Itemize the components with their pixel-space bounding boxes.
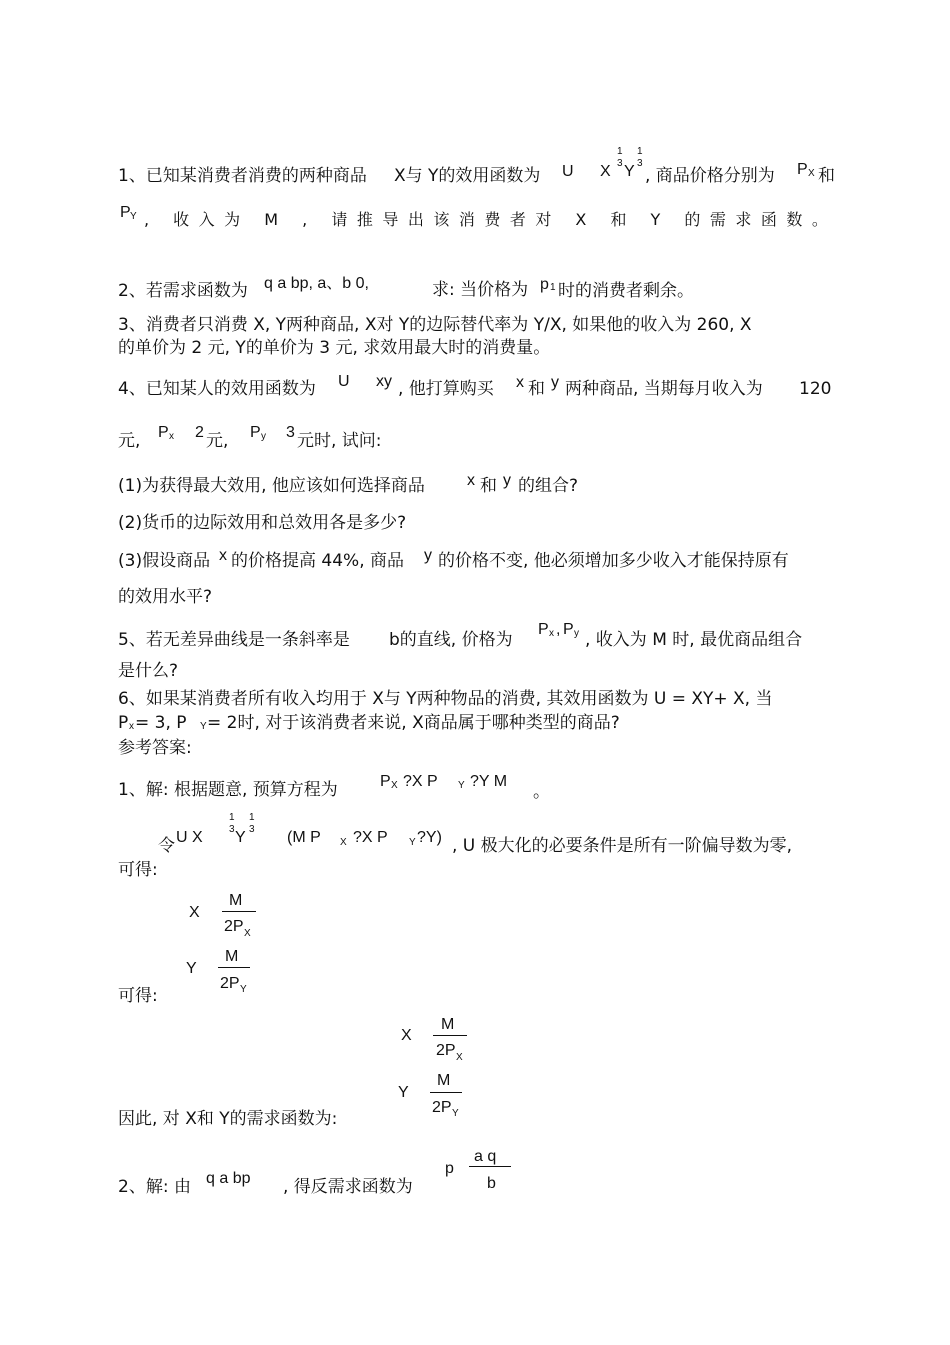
a1-f2-sub: Y xyxy=(240,984,247,995)
q1-py-sub: Y xyxy=(130,211,137,222)
q6-sub2: Y xyxy=(200,721,207,732)
a1-lexp1n: 1 xyxy=(229,812,235,823)
q3-line2: 的单价为 2 元, Y的单价为 3 元, 求效用最大时的消费量。 xyxy=(118,338,551,358)
q1-y: Y xyxy=(624,163,635,180)
a1-ling: 令 xyxy=(158,836,175,856)
q1-text: 1、已知某消费者消费的两种商品 xyxy=(118,166,367,186)
a1-lagr4: ?Y) xyxy=(417,829,442,846)
q5-py-sub: y xyxy=(574,628,579,639)
a2-formula: q a bp xyxy=(206,1170,251,1187)
answer-title: 参考答案: xyxy=(118,738,192,758)
q2-text-d: 时的消费者剩余。 xyxy=(558,281,694,301)
q1-exp-den2: 3 xyxy=(637,158,643,169)
q5-line2: 是什么? xyxy=(118,661,179,681)
a1-f4-num: M xyxy=(437,1072,451,1089)
q4-income: 120 xyxy=(799,379,832,399)
a1-text: 1、解: 根据题意, 预算方程为 xyxy=(118,780,338,800)
q6-eq2: = 2时, 对于该消费者来说, X商品属于哪种类型的商品? xyxy=(207,713,620,733)
q1-px-sub: X xyxy=(808,168,815,179)
q5-text: 5、若无差异曲线是一条斜率是 xyxy=(118,630,350,650)
q4-text-c: 两种商品, 当期每月收入为 xyxy=(565,379,763,399)
q6-p: P xyxy=(118,713,129,733)
q1-x: X xyxy=(600,163,611,180)
a1-f3-num: M xyxy=(441,1016,455,1033)
q1-and: 和 xyxy=(818,166,835,186)
a1-budget-px: X xyxy=(391,780,398,791)
a1-lexp1d: 3 xyxy=(229,824,235,835)
q4-y: y xyxy=(551,374,559,391)
a1-f4-sub: Y xyxy=(452,1108,459,1119)
q4-px-sub: x xyxy=(169,431,174,442)
q5-text-b: b的直线, 价格为 xyxy=(389,630,513,650)
q4-yuan: 元, xyxy=(118,431,141,451)
q3-line1: 3、消费者只消费 X, Y两种商品, X对 Y的边际替代率为 Y/X, 如果他的收入为 260, X xyxy=(118,315,752,335)
q1-py: P xyxy=(120,204,131,221)
q4-s3-x: x xyxy=(219,547,227,564)
a1-kede2: 可得: xyxy=(118,986,158,1006)
a1-f4-y: Y xyxy=(398,1084,409,1101)
a1-f3-sub: X xyxy=(456,1052,463,1063)
q5-comma: , xyxy=(556,621,561,638)
a1-lexp2d: 3 xyxy=(249,824,255,835)
q4-s1-b: 的组合? xyxy=(518,476,579,496)
q4-yuan2: 元, xyxy=(206,431,229,451)
q2-p1-sub: 1 xyxy=(550,282,556,293)
a2-num: a q xyxy=(474,1148,497,1165)
a1-f2-bar xyxy=(218,967,250,968)
a1-cond: , U 极大化的必要条件是所有一阶偏导数为零, xyxy=(452,836,793,856)
q6-line1: 6、如果某消费者所有收入均用于 X与 Y两种物品的消费, 其效用函数为 U = XY+ X, 当 xyxy=(118,689,773,709)
a1-lagr3: ?X P xyxy=(353,829,388,846)
q1-u: U xyxy=(562,163,574,180)
q4-px: P xyxy=(158,424,169,441)
q2-text-c: 求: 当价格为 xyxy=(432,280,529,300)
a1-f3-x: X xyxy=(401,1027,412,1044)
a1-therefore: 因此, 对 X和 Y的需求函数为: xyxy=(118,1109,338,1129)
q4-s3-c: 的价格不变, 他必须增加多少收入才能保持原有 xyxy=(438,551,789,571)
q4-s1-y: y xyxy=(503,472,511,489)
a2-p: p xyxy=(445,1160,454,1177)
q4-s3-d: 的效用水平? xyxy=(118,587,213,607)
q2-formula: q a bp, a、b 0, xyxy=(264,275,369,292)
a1-lagr: U X xyxy=(176,829,203,846)
q4-x: x xyxy=(516,374,524,391)
q4-s1-and: 和 xyxy=(480,476,497,496)
q4-s3-y: y xyxy=(424,547,432,564)
q5-px: P xyxy=(538,621,549,638)
q6-sub1: x xyxy=(129,721,134,732)
q4-py: P xyxy=(250,424,261,441)
q2-p1: p xyxy=(540,276,549,293)
a1-f1-sub: X xyxy=(244,928,251,939)
a1-lexp2n: 1 xyxy=(249,812,255,823)
q4-py-sub: y xyxy=(261,431,266,442)
a1-budget-2: ?X P xyxy=(403,773,438,790)
q4-and: 和 xyxy=(528,379,545,399)
a1-f1-den: 2P xyxy=(224,918,244,935)
q4-text: 4、已知某人的效用函数为 xyxy=(118,379,316,399)
a1-f1-bar xyxy=(222,911,256,912)
q1-exp-num: 1 xyxy=(617,146,623,157)
q6-eq1: = 3, P xyxy=(135,713,187,733)
a1-lagr-y: Y xyxy=(235,829,246,846)
a1-budget-3: ?Y M xyxy=(470,773,508,790)
q1-text-b: X与 Y的效用函数为 xyxy=(394,166,541,186)
a2-text: 2、解: 由 xyxy=(118,1177,191,1197)
q4-s3-b: 的价格提高 44%, 商品 xyxy=(231,551,404,571)
a2-text-b: , 得反需求函数为 xyxy=(283,1177,413,1197)
a1-lagr2: (M P xyxy=(287,829,321,846)
a1-budget-py: Y xyxy=(458,780,465,791)
a1-f2-den: 2P xyxy=(220,975,240,992)
a1-f3-bar xyxy=(433,1035,467,1036)
a2-bar xyxy=(469,1166,511,1167)
a1-f2-num: M xyxy=(225,948,239,965)
a1-budget-p: P xyxy=(380,773,391,790)
a1-f2-y: Y xyxy=(186,960,197,977)
q2-text: 2、若需求函数为 xyxy=(118,281,248,301)
q5-py: P xyxy=(563,621,574,638)
a2-den: b xyxy=(487,1175,496,1192)
q1-exp-num2: 1 xyxy=(637,146,643,157)
q4-s2: (2)货币的边际效用和总效用各是多少? xyxy=(118,513,407,533)
q1-line2: , 收入为 M , 请推导出该消费者对 X 和 Y 的需求函数。 xyxy=(144,210,838,229)
q4-text-b: , 他打算购买 xyxy=(398,379,494,399)
a1-f4-bar xyxy=(430,1092,462,1093)
q1-exp-den: 3 xyxy=(617,158,623,169)
q4-s1-x: x xyxy=(467,472,475,489)
q1-px: P xyxy=(797,161,808,178)
a1-f1-x: X xyxy=(189,904,200,921)
q4-three: 3 xyxy=(286,424,295,441)
q4-text-d: 元时, 试问: xyxy=(297,431,382,451)
q4-s1: (1)为获得最大效用, 他应该如何选择商品 xyxy=(118,476,425,496)
q1-text-c: , 商品价格分别为 xyxy=(645,166,775,186)
a1-lagr-px: X xyxy=(340,837,347,848)
q5-text-c: , 收入为 M 时, 最优商品组合 xyxy=(585,630,803,650)
a1-f3-den: 2P xyxy=(436,1042,456,1059)
q5-px-sub: x xyxy=(549,628,554,639)
a1-kede: 可得: xyxy=(118,860,158,880)
a1-lagr-py: Y xyxy=(409,837,416,848)
q4-two: 2 xyxy=(195,424,204,441)
a1-end: 。 xyxy=(533,782,550,802)
q4-xy: xy xyxy=(376,373,392,390)
q4-s3: (3)假设商品 xyxy=(118,551,211,571)
a1-f4-den: 2P xyxy=(432,1099,452,1116)
q4-u: U xyxy=(338,373,350,390)
a1-f1-num: M xyxy=(229,892,243,909)
